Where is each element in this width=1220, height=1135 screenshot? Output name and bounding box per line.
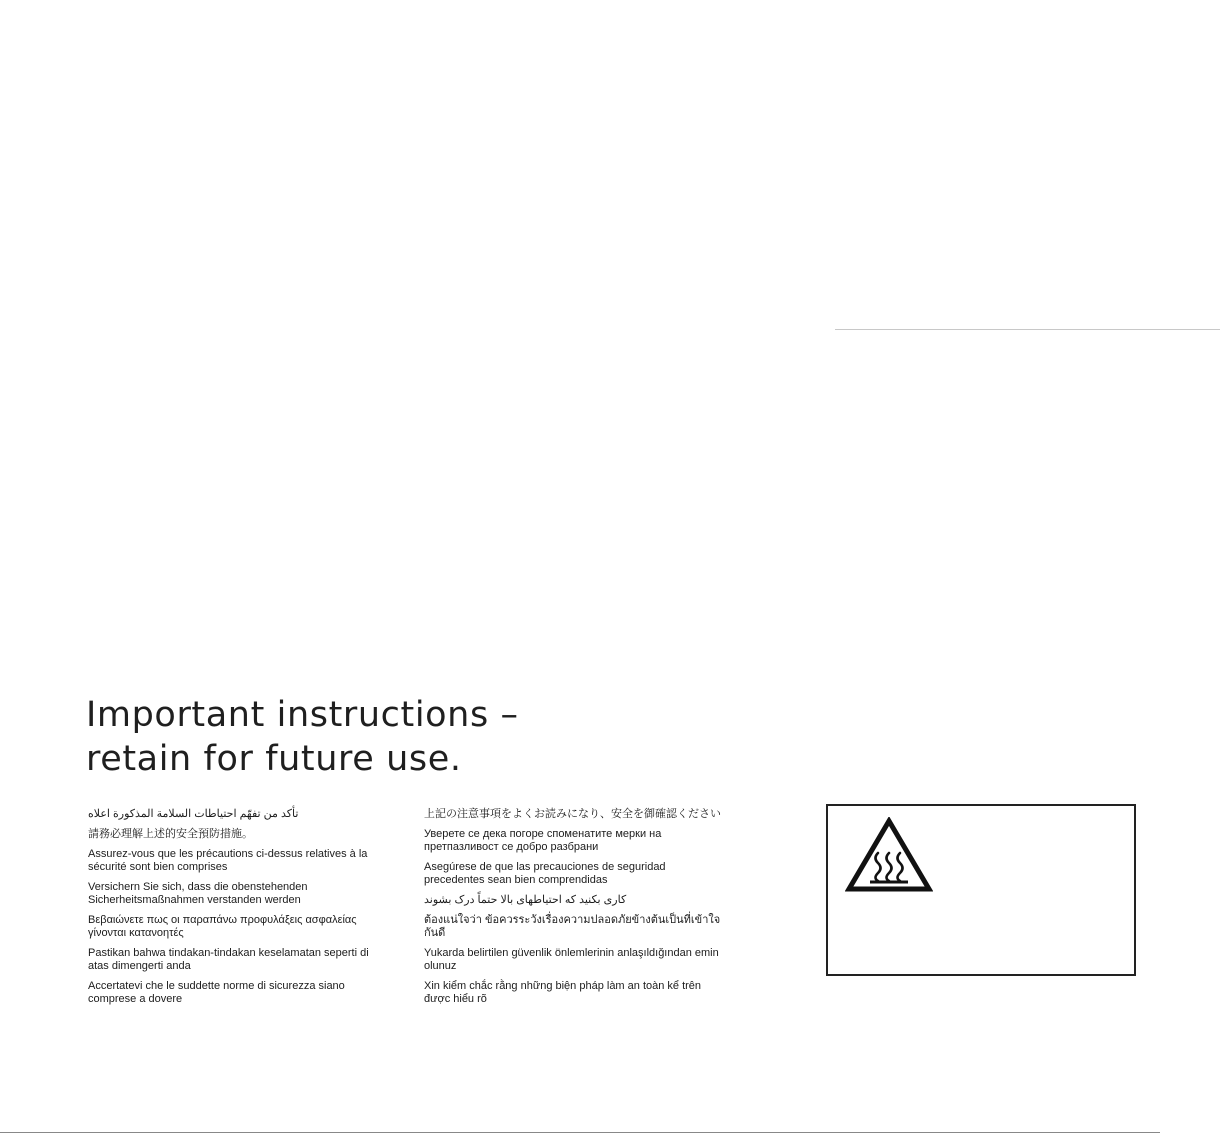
translation-thai: ต้องแน่ใจว่า ข้อควรระวังเรื่องความปลอดภัยข้างต้นเป็นที่เข้าใจกันดี (424, 914, 721, 939)
translation-japanese: 上記の注意事項をよくお読みになり、安全を御確認ください (424, 808, 721, 820)
translation-persian: کاری بکنید که احتیاطهای بالا حتماً درک بشوند (424, 894, 627, 906)
translation-italian: Accertatevi che le suddette norme di sicurezza siano comprese a dovere (88, 980, 345, 1005)
translation-bulgarian: Уверете се дека погоре споменатите мерки на претпазливост се добро разбрани (424, 828, 662, 853)
translations-column-left (88, 808, 388, 1013)
translation-french: Assurez-vous que les précautions ci-dessus relatives à la sécurité sont bien comprises (88, 848, 368, 873)
top-divider (835, 329, 1220, 330)
bottom-divider (0, 1132, 1160, 1133)
translations-column-right (424, 808, 724, 1013)
translation-vietnamese: Xin kiểm chắc rằng những biện pháp làm an toàn kể trên được hiểu rõ (424, 980, 702, 1005)
hot-surface-warning-icon (845, 817, 933, 893)
translation-german: Versichern Sie sich, dass die obenstehenden Sicherheitsmaßnahmen verstanden werden (88, 881, 308, 906)
translation-chinese: 請務必理解上述的安全預防措施。 (88, 828, 253, 840)
hot-surface-warning-box (826, 804, 1136, 976)
translation-greek: Βεβαιώνετε πως οι παραπάνω προφυλάξεις ασφαλείας γίνονται κατανοητές (88, 914, 357, 939)
translation-arabic: تأكد من تفهّم احتياطات السلامة المذكورة اعلاه (88, 808, 299, 820)
translation-malay: Pastikan bahwa tindakan-tindakan keselamatan seperti di atas dimengerti anda (88, 947, 369, 972)
page-title-line-1: Important instructions – (86, 695, 519, 735)
translation-spanish: Asegúrese de que las precauciones de seguridad precedentes sean bien comprendidas (424, 861, 666, 886)
page-title (86, 693, 519, 781)
page-title-line-2: retain for future use. (86, 739, 462, 779)
translation-turkish: Yukarda belirtilen güvenlik önlemlerinin anlaşıldığından emin olunuz (424, 947, 719, 972)
